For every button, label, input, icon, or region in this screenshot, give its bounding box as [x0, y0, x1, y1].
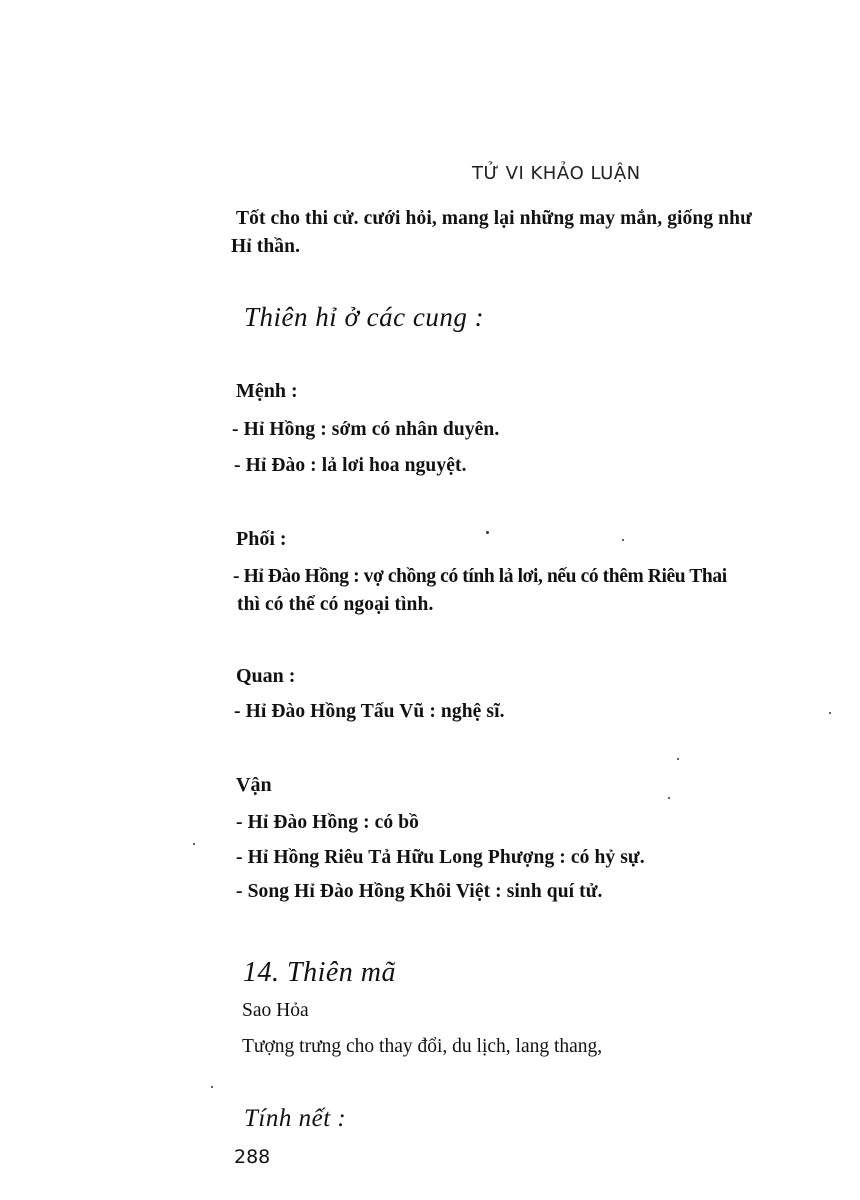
next-section-subheading: Tính nết : — [244, 1105, 347, 1132]
intro-line-2: Hỉ thần. — [231, 236, 301, 257]
scan-speck — [668, 797, 670, 799]
scan-speck — [829, 712, 831, 714]
scan-speck — [193, 843, 195, 845]
section-title: Thiên hỉ ở các cung : — [244, 302, 485, 332]
cung-heading-quan: Quan : — [236, 665, 296, 687]
next-section-title: 14. Thiên mã — [243, 957, 396, 988]
cung-item: - Hỉ Đào : lả lơi hoa nguyệt. — [234, 455, 467, 476]
cung-heading-menh: Mệnh : — [236, 380, 298, 402]
running-header: TỬ VI KHẢO LUẬN — [472, 163, 641, 184]
scan-speck — [211, 1086, 213, 1088]
cung-heading-van: Vận — [236, 774, 272, 796]
next-section-description: Tượng trưng cho thay đổi, du lịch, lang thang, — [242, 1036, 603, 1057]
intro-line-1: Tốt cho thi cử. cưới hỏi, mang lại những may mắn, giống như — [236, 208, 752, 229]
cung-item: - Hỉ Đào Hồng : vợ chồng có tính lả lơi, nếu có thêm Riêu Thai — [233, 566, 727, 587]
cung-item: thì có thể có ngoại tình. — [237, 594, 434, 615]
cung-item: - Hỉ Hồng Riêu Tả Hữu Long Phượng : có hỷ sự. — [236, 847, 645, 868]
cung-item: - Hỉ Đào Hồng : có bồ — [236, 812, 420, 833]
cung-heading-phoi: Phối : — [236, 528, 287, 550]
cung-item: - Hỉ Hồng : sớm có nhân duyên. — [232, 419, 500, 440]
cung-item: - Song Hỉ Đào Hồng Khôi Việt : sinh quí tử. — [236, 881, 603, 902]
scan-speck — [677, 758, 679, 760]
scan-speck — [622, 539, 624, 541]
cung-item: - Hỉ Đào Hồng Tấu Vũ : nghệ sĩ. — [234, 701, 505, 722]
scan-speck — [486, 531, 489, 534]
next-section-subtitle: Sao Hỏa — [242, 1000, 309, 1021]
page-number: 288 — [234, 1146, 271, 1168]
